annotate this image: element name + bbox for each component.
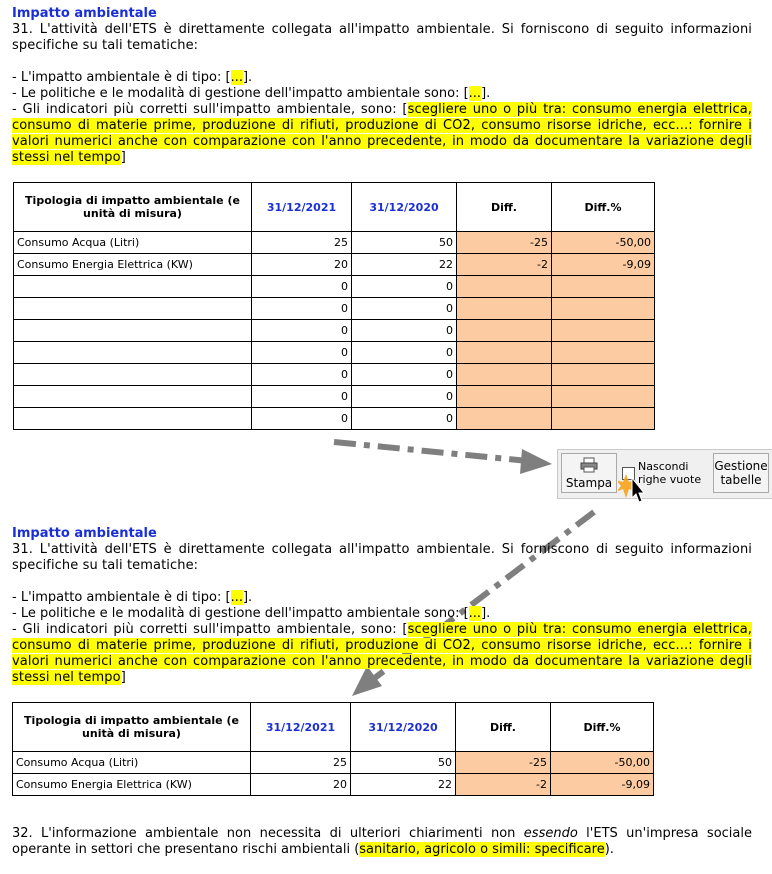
- header-2021-2: 31/12/2021: [251, 703, 351, 752]
- arrow-to-toolbar: [334, 442, 528, 461]
- intro-paragraph-2: 31. L'attività dell'ETS è direttamente collegata all'impatto ambientale. Si forniscono di seguito informazioni specifiche su tali tematiche:: [12, 542, 752, 573]
- header-typology: Tipologia di impatto ambientale (e unità di misura): [14, 183, 252, 232]
- section-bottom: [12, 526, 752, 686]
- header-2020: 31/12/2020: [352, 183, 457, 232]
- header-diff-pct-2: Diff.%: [551, 703, 654, 752]
- diff-pct-cell: -50,00: [551, 752, 654, 774]
- header-2020-2: 31/12/2020: [351, 703, 456, 752]
- note-32: 32. L'informazione ambientale non necessita di ulteriori chiarimenti non essendo l'ETS un'impresa sociale operante in settori che presentano rischi ambientali (sanitario, agricolo o simili: specificare).: [12, 826, 752, 857]
- value-2021-cell[interactable]: 0: [252, 408, 352, 430]
- typology-cell[interactable]: Consumo Energia Elettrica (KW): [13, 774, 251, 796]
- policies-line-2: - Le politiche e le modalità di gestione dell'impatto ambientale sono: [...].: [12, 606, 491, 621]
- toolbar: [557, 449, 772, 499]
- typology-cell[interactable]: Consumo Acqua (Litri): [14, 232, 252, 254]
- table-row: [13, 774, 654, 796]
- impact-type-field-2[interactable]: ...: [230, 590, 243, 605]
- value-2021-cell[interactable]: 0: [252, 386, 352, 408]
- policies-line: - Le politiche e le modalità di gestione dell'impatto ambientale sono: [...].: [12, 86, 491, 101]
- indicators-line: - Gli indicatori più corretti sull'impatto ambientale, sono: [scegliere uno o più tra: consumo energia elettrica, consumo di materie prime, produzione di rifiuti, produzione di CO2, consumo risorse idriche, ecc...: fornire i valori numerici anche con comparazione con l'anno precedente, in modo da documentare la variazione degli stessi nel tempo]: [12, 102, 752, 165]
- cursor-click-icon: [618, 472, 648, 512]
- header-typology-2: Tipologia di impatto ambientale (e unità di misura): [13, 703, 251, 752]
- impact-type-field[interactable]: ...: [230, 70, 243, 85]
- value-2020-cell[interactable]: 50: [352, 232, 457, 254]
- typology-cell[interactable]: Consumo Energia Elettrica (KW): [14, 254, 252, 276]
- impact-table-compact: [12, 702, 654, 796]
- policies-field[interactable]: ...: [468, 86, 482, 101]
- diff-pct-cell: -50,00: [552, 232, 655, 254]
- impact-type-line: - L'impatto ambientale è di tipo: [...].: [12, 70, 253, 85]
- hide-empty-rows-label: Nascondi righe vuote: [638, 460, 702, 486]
- value-2021-cell[interactable]: 0: [252, 320, 352, 342]
- value-2020-cell[interactable]: 50: [351, 752, 456, 774]
- value-2021-cell[interactable]: 25: [252, 232, 352, 254]
- header-diff: Diff.: [457, 183, 552, 232]
- indicators-field-2[interactable]: scegliere uno o più tra: consumo energia elettrica, consumo di materie prime, produzione di rifiuti, produzione di CO2, consumo risorse idriche, ecc...: fornire i valori numerici anche con comparazione con l'anno precedente, in modo da documentare la variazione degli stessi nel tempo: [12, 622, 752, 685]
- diff-pct-cell: -9,09: [551, 774, 654, 796]
- diff-cell: -2: [456, 774, 551, 796]
- value-2020-cell[interactable]: 22: [352, 254, 457, 276]
- diff-pct-cell: -9,09: [552, 254, 655, 276]
- diff-cell: -2: [457, 254, 552, 276]
- printer-icon: [580, 457, 598, 473]
- print-button[interactable]: [561, 453, 617, 493]
- impact-type-line-2: - L'impatto ambientale è di tipo: [...].: [12, 590, 253, 605]
- section-title: Impatto ambientale: [12, 6, 157, 21]
- value-2020-cell[interactable]: 22: [351, 774, 456, 796]
- typology-cell[interactable]: Consumo Acqua (Litri): [13, 752, 251, 774]
- diff-cell: -25: [457, 232, 552, 254]
- policies-field-2[interactable]: ...: [468, 606, 482, 621]
- arrowhead-right-icon: [520, 449, 552, 474]
- manage-tables-button[interactable]: Gestione tabelle: [713, 453, 769, 493]
- value-2021-cell[interactable]: 20: [252, 254, 352, 276]
- header-diff-pct: Diff.%: [552, 183, 655, 232]
- section-title-2: Impatto ambientale: [12, 526, 157, 541]
- value-2021-cell[interactable]: 0: [252, 342, 352, 364]
- value-2020-cell[interactable]: 0: [352, 408, 457, 430]
- value-2020-cell[interactable]: 0: [352, 364, 457, 386]
- table-row: [13, 752, 654, 774]
- header-2021: 31/12/2021: [252, 183, 352, 232]
- value-2020-cell[interactable]: 0: [352, 320, 457, 342]
- diff-cell: -25: [456, 752, 551, 774]
- indicators-field[interactable]: scegliere uno o più tra: consumo energia elettrica, consumo di materie prime, produzione di rifiuti, produzione di CO2, consumo risorse idriche, ecc...: fornire i valori numerici anche con comparazione con l'anno precedente, in modo da documentare la variazione degli stessi nel tempo: [12, 102, 752, 165]
- value-2020-cell[interactable]: 0: [352, 386, 457, 408]
- value-2021-cell[interactable]: 25: [251, 752, 351, 774]
- value-2021-cell[interactable]: 20: [251, 774, 351, 796]
- indicators-line-2: - Gli indicatori più corretti sull'impatto ambientale, sono: [scegliere uno o più tra: consumo energia elettrica, consumo di materie prime, produzione di rifiuti, produzione di CO2, consumo risorse idriche, ecc...: fornire i valori numerici anche con comparazione con l'anno precedente, in modo da documentare la variazione degli stessi nel tempo]: [12, 622, 752, 685]
- risk-sector-field[interactable]: sanitario, agricolo o simili: specificare: [359, 842, 605, 857]
- value-2021-cell[interactable]: 0: [252, 298, 352, 320]
- value-2020-cell[interactable]: 0: [352, 298, 457, 320]
- value-2020-cell[interactable]: 0: [352, 276, 457, 298]
- intro-paragraph: 31. L'attività dell'ETS è direttamente collegata all'impatto ambientale. Si forniscono di seguito informazioni specifiche su tali tematiche:: [12, 22, 752, 53]
- value-2021-cell[interactable]: 0: [252, 364, 352, 386]
- value-2021-cell[interactable]: 0: [252, 276, 352, 298]
- header-diff-2: Diff.: [456, 703, 551, 752]
- print-label: Stampa: [565, 476, 613, 490]
- value-2020-cell[interactable]: 0: [352, 342, 457, 364]
